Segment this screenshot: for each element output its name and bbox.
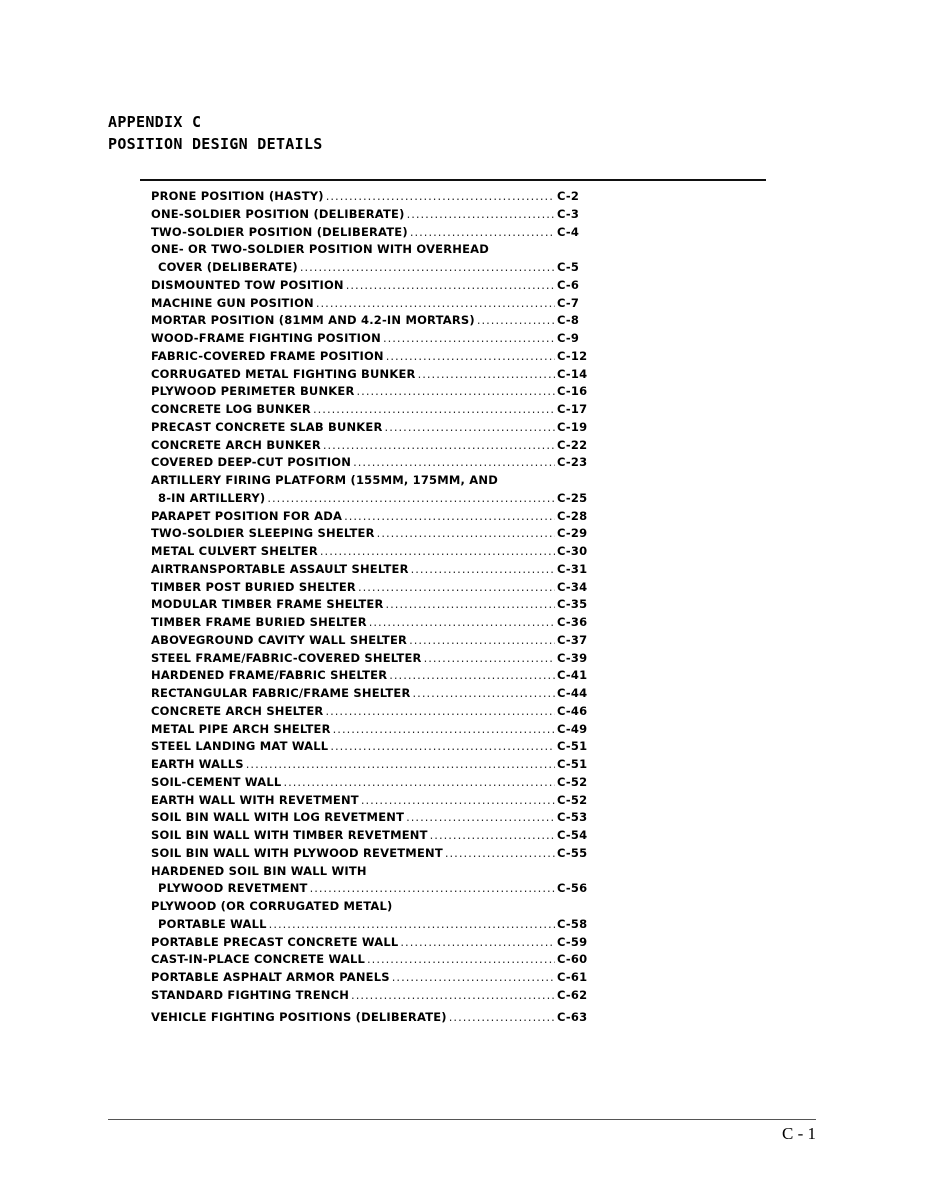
toc-entry-page: C-62 bbox=[557, 987, 588, 1002]
toc-entry-title: WOOD-FRAME FIGHTING POSITION bbox=[151, 331, 381, 345]
toc-entry-title: ARTILLERY FIRING PLATFORM (155MM, 175MM, AND bbox=[151, 473, 498, 487]
appendix-title: APPENDIX C bbox=[108, 113, 202, 131]
toc-entry bbox=[151, 721, 591, 739]
toc-entry-page: C-37 bbox=[557, 632, 588, 647]
toc-entry-page: C-2 bbox=[557, 189, 580, 203]
toc-entry bbox=[151, 561, 591, 579]
toc-leader-dots bbox=[411, 561, 555, 579]
toc-leader-dots bbox=[383, 330, 555, 348]
toc-entry bbox=[151, 277, 591, 295]
toc-entry-title: DISMOUNTED TOW POSITION bbox=[151, 277, 344, 292]
toc-entry-title: CAST-IN-PLACE CONCRETE WALL bbox=[151, 952, 366, 967]
toc-leader-dots bbox=[325, 703, 555, 721]
toc-entry-page: C-51 bbox=[557, 739, 588, 754]
toc-entry-title: FABRIC-COVERED FRAME POSITION bbox=[151, 348, 384, 363]
toc-entry bbox=[151, 756, 591, 774]
toc-entry bbox=[151, 898, 591, 916]
toc-entry bbox=[151, 650, 591, 668]
toc-entry bbox=[151, 792, 591, 810]
toc-entry-title: 8-IN ARTILLERY) bbox=[158, 490, 266, 505]
toc-leader-dots bbox=[361, 792, 555, 810]
toc-leader-dots bbox=[346, 277, 555, 295]
toc-leader-dots bbox=[409, 632, 555, 650]
toc-entry bbox=[151, 738, 591, 756]
toc-entry-page: C-60 bbox=[557, 952, 588, 967]
toc-entry-title: PRECAST CONCRETE SLAB BUNKER bbox=[151, 419, 383, 434]
toc-leader-dots bbox=[320, 543, 555, 561]
toc-leader-dots bbox=[300, 259, 555, 277]
toc-entry-title: PORTABLE WALL bbox=[158, 916, 267, 931]
toc-entry-page: C-35 bbox=[557, 597, 588, 612]
toc-entry-page: C-29 bbox=[557, 526, 588, 541]
toc-entry-title: SOIL BIN WALL WITH PLYWOOD REVETMENT bbox=[151, 845, 443, 860]
toc-entry-page: C-28 bbox=[557, 508, 588, 523]
toc-entry-page: C-4 bbox=[557, 224, 580, 239]
toc-entry-page: C-51 bbox=[557, 757, 588, 771]
toc-leader-dots bbox=[386, 596, 556, 614]
toc-entry-title: PLYWOOD REVETMENT bbox=[158, 881, 308, 896]
toc-entry-page: C-53 bbox=[557, 810, 588, 825]
toc-entry-title: ONE-SOLDIER POSITION (DELIBERATE) bbox=[151, 206, 405, 221]
toc-entry-title: CORRUGATED METAL FIGHTING BUNKER bbox=[151, 366, 416, 381]
toc-leader-dots bbox=[267, 490, 555, 508]
toc-entry bbox=[151, 490, 591, 508]
toc-entry bbox=[151, 330, 591, 348]
toc-entry-title: PRONE POSITION (HASTY) bbox=[151, 189, 324, 203]
toc-entry-title: AIRTRANSPORTABLE ASSAULT SHELTER bbox=[151, 561, 409, 576]
toc-entry-page: C-61 bbox=[557, 970, 588, 984]
toc-entry bbox=[151, 419, 591, 437]
toc-leader-dots bbox=[269, 916, 555, 934]
appendix-subtitle: POSITION DESIGN DETAILS bbox=[108, 135, 323, 153]
toc-entry-title: PORTABLE ASPHALT ARMOR PANELS bbox=[151, 970, 390, 984]
toc-entry-page: C-63 bbox=[557, 1009, 588, 1024]
toc-entry-page: C-22 bbox=[557, 437, 588, 452]
toc-entry-page: C-41 bbox=[557, 668, 588, 683]
toc-entry bbox=[151, 188, 591, 206]
toc-entry bbox=[151, 969, 591, 987]
toc-entry-title: CONCRETE LOG BUNKER bbox=[151, 402, 311, 416]
toc-entry bbox=[151, 685, 591, 703]
toc-entry-page: C-59 bbox=[557, 934, 588, 949]
toc-entry bbox=[151, 934, 591, 952]
toc-entry bbox=[151, 863, 591, 881]
toc-entry bbox=[151, 472, 591, 490]
toc-entry-page: C-23 bbox=[557, 455, 588, 470]
toc-entry bbox=[151, 366, 591, 384]
toc-entry-title: RECTANGULAR FABRIC/FRAME SHELTER bbox=[151, 686, 411, 700]
toc-leader-dots bbox=[377, 525, 555, 543]
toc-leader-dots bbox=[407, 206, 555, 224]
toc-leader-dots bbox=[283, 774, 555, 792]
toc-entry bbox=[151, 525, 591, 543]
table-of-contents bbox=[151, 188, 591, 1026]
toc-entry-page: C-36 bbox=[557, 615, 588, 629]
toc-leader-dots bbox=[330, 738, 555, 756]
toc-entry-title: COVER (DELIBERATE) bbox=[158, 260, 298, 274]
toc-entry-title: SOIL BIN WALL WITH LOG REVETMENT bbox=[151, 810, 405, 825]
toc-entry-page: C-3 bbox=[557, 206, 580, 221]
toc-leader-dots bbox=[353, 454, 555, 472]
toc-leader-dots bbox=[358, 579, 555, 597]
toc-leader-dots bbox=[351, 987, 555, 1005]
toc-entry-title: ABOVEGROUND CAVITY WALL SHELTER bbox=[151, 632, 408, 647]
toc-leader-dots bbox=[316, 295, 555, 313]
toc-entry bbox=[151, 508, 591, 526]
toc-entry-page: C-52 bbox=[557, 774, 588, 789]
toc-entry-page: C-14 bbox=[557, 366, 588, 381]
toc-leader-dots bbox=[357, 383, 555, 401]
toc-entry-title: PLYWOOD PERIMETER BUNKER bbox=[151, 384, 355, 399]
toc-entry bbox=[151, 614, 591, 632]
toc-leader-dots bbox=[445, 845, 555, 863]
toc-entry-title: METAL CULVERT SHELTER bbox=[151, 544, 318, 558]
toc-entry bbox=[151, 916, 591, 934]
toc-entry-page: C-44 bbox=[557, 686, 588, 700]
toc-entry-page: C-58 bbox=[557, 916, 588, 931]
toc-entry-page: C-30 bbox=[557, 544, 588, 558]
toc-leader-dots bbox=[410, 224, 555, 242]
toc-entry bbox=[151, 774, 591, 792]
toc-entry-page: C-55 bbox=[557, 845, 588, 860]
toc-leader-dots bbox=[385, 419, 555, 437]
toc-entry-page: C-17 bbox=[557, 402, 588, 416]
toc-leader-dots bbox=[477, 312, 555, 330]
toc-entry bbox=[151, 401, 591, 419]
toc-entry bbox=[151, 224, 591, 242]
toc-leader-dots bbox=[333, 721, 555, 739]
toc-entry-page: C-9 bbox=[557, 331, 580, 345]
toc-entry-title: PORTABLE PRECAST CONCRETE WALL bbox=[151, 934, 399, 949]
toc-entry-title: EARTH WALL WITH REVETMENT bbox=[151, 792, 359, 807]
page-number: C - 1 bbox=[782, 1124, 816, 1143]
toc-entry bbox=[151, 632, 591, 650]
toc-entry-page: C-31 bbox=[557, 561, 588, 576]
toc-entry-title: TIMBER FRAME BURIED SHELTER bbox=[151, 615, 367, 629]
toc-entry-title: SOIL BIN WALL WITH TIMBER REVETMENT bbox=[151, 828, 428, 842]
toc-leader-dots bbox=[406, 809, 555, 827]
toc-leader-dots bbox=[326, 188, 555, 206]
toc-entry bbox=[151, 703, 591, 721]
toc-entry-title: METAL PIPE ARCH SHELTER bbox=[151, 721, 331, 736]
toc-leader-dots bbox=[392, 969, 555, 987]
toc-entry bbox=[151, 383, 591, 401]
toc-entry-page: C-12 bbox=[557, 348, 588, 363]
toc-leader-dots bbox=[344, 508, 555, 526]
toc-entry bbox=[151, 579, 591, 597]
toc-entry-page: C-16 bbox=[557, 384, 588, 399]
top-divider bbox=[140, 179, 766, 181]
toc-entry bbox=[151, 667, 591, 685]
toc-leader-dots bbox=[449, 1009, 555, 1027]
toc-entry bbox=[151, 809, 591, 827]
toc-entry bbox=[151, 845, 591, 863]
toc-leader-dots bbox=[418, 366, 555, 384]
toc-entry bbox=[151, 1009, 591, 1027]
toc-entry-title: SOIL-CEMENT WALL bbox=[151, 774, 282, 789]
toc-entry-title: CONCRETE ARCH BUNKER bbox=[151, 437, 321, 452]
toc-entry bbox=[151, 987, 591, 1005]
toc-entry-title: STANDARD FIGHTING TRENCH bbox=[151, 987, 350, 1002]
toc-entry-page: C-46 bbox=[557, 703, 588, 718]
toc-leader-dots bbox=[246, 756, 555, 774]
toc-entry-title: TWO-SOLDIER POSITION (DELIBERATE) bbox=[151, 224, 408, 239]
toc-entry bbox=[151, 543, 591, 561]
toc-entry-title: STEEL FRAME/FABRIC-COVERED SHELTER bbox=[151, 650, 422, 665]
toc-entry-page: C-5 bbox=[557, 260, 580, 274]
toc-leader-dots bbox=[430, 827, 555, 845]
toc-entry bbox=[151, 348, 591, 366]
toc-entry bbox=[151, 241, 591, 259]
toc-entry-page: C-54 bbox=[557, 828, 588, 842]
toc-entry bbox=[151, 295, 591, 313]
toc-leader-dots bbox=[424, 650, 555, 668]
toc-entry-title: HARDENED SOIL BIN WALL WITH bbox=[151, 863, 367, 878]
toc-entry-page: C-25 bbox=[557, 490, 588, 505]
toc-entry-title: MACHINE GUN POSITION bbox=[151, 295, 314, 310]
toc-entry-page: C-52 bbox=[557, 792, 588, 807]
toc-entry-title: TWO-SOLDIER SLEEPING SHELTER bbox=[151, 526, 375, 541]
toc-entry-title: ONE- OR TWO-SOLDIER POSITION WITH OVERHEAD bbox=[151, 242, 490, 257]
toc-leader-dots bbox=[369, 614, 555, 632]
toc-entry bbox=[151, 827, 591, 845]
toc-entry-title: VEHICLE FIGHTING POSITIONS (DELIBERATE) bbox=[151, 1009, 447, 1024]
toc-entry-page: C-6 bbox=[557, 277, 580, 292]
toc-entry bbox=[151, 312, 591, 330]
toc-entry-title: COVERED DEEP-CUT POSITION bbox=[151, 455, 352, 470]
toc-entry-page: C-39 bbox=[557, 650, 588, 665]
toc-entry-title: TIMBER POST BURIED SHELTER bbox=[151, 579, 356, 594]
toc-leader-dots bbox=[400, 934, 555, 952]
toc-entry bbox=[151, 951, 591, 969]
toc-entry-page: C-49 bbox=[557, 721, 588, 736]
toc-entry-page: C-7 bbox=[557, 295, 580, 310]
toc-entry-title: MORTAR POSITION (81MM AND 4.2-IN MORTARS) bbox=[151, 313, 475, 328]
toc-entry bbox=[151, 880, 591, 898]
toc-entry-title: PARAPET POSITION FOR ADA bbox=[151, 508, 343, 523]
bottom-divider bbox=[108, 1119, 816, 1120]
toc-entry-title: STEEL LANDING MAT WALL bbox=[151, 739, 329, 754]
toc-entry-page: C-34 bbox=[557, 579, 588, 594]
toc-entry-title: PLYWOOD (OR CORRUGATED METAL) bbox=[151, 899, 393, 913]
toc-entry-page: C-8 bbox=[557, 313, 580, 328]
toc-entry-page: C-56 bbox=[557, 881, 588, 896]
toc-entry bbox=[151, 596, 591, 614]
toc-entry-page: C-19 bbox=[557, 419, 588, 434]
toc-leader-dots bbox=[367, 951, 555, 969]
toc-leader-dots bbox=[323, 437, 555, 455]
toc-leader-dots bbox=[310, 880, 555, 898]
toc-entry bbox=[151, 259, 591, 277]
toc-entry bbox=[151, 454, 591, 472]
toc-entry-title: EARTH WALLS bbox=[151, 757, 244, 771]
appendix-heading bbox=[108, 111, 323, 155]
toc-entry-title: HARDENED FRAME/FABRIC SHELTER bbox=[151, 668, 388, 683]
toc-leader-dots bbox=[313, 401, 555, 419]
toc-entry-title: MODULAR TIMBER FRAME SHELTER bbox=[151, 597, 384, 612]
toc-leader-dots bbox=[413, 685, 555, 703]
toc-entry-title: CONCRETE ARCH SHELTER bbox=[151, 703, 324, 718]
toc-entry bbox=[151, 206, 591, 224]
toc-leader-dots bbox=[389, 667, 555, 685]
toc-entry bbox=[151, 437, 591, 455]
toc-leader-dots bbox=[386, 348, 555, 366]
